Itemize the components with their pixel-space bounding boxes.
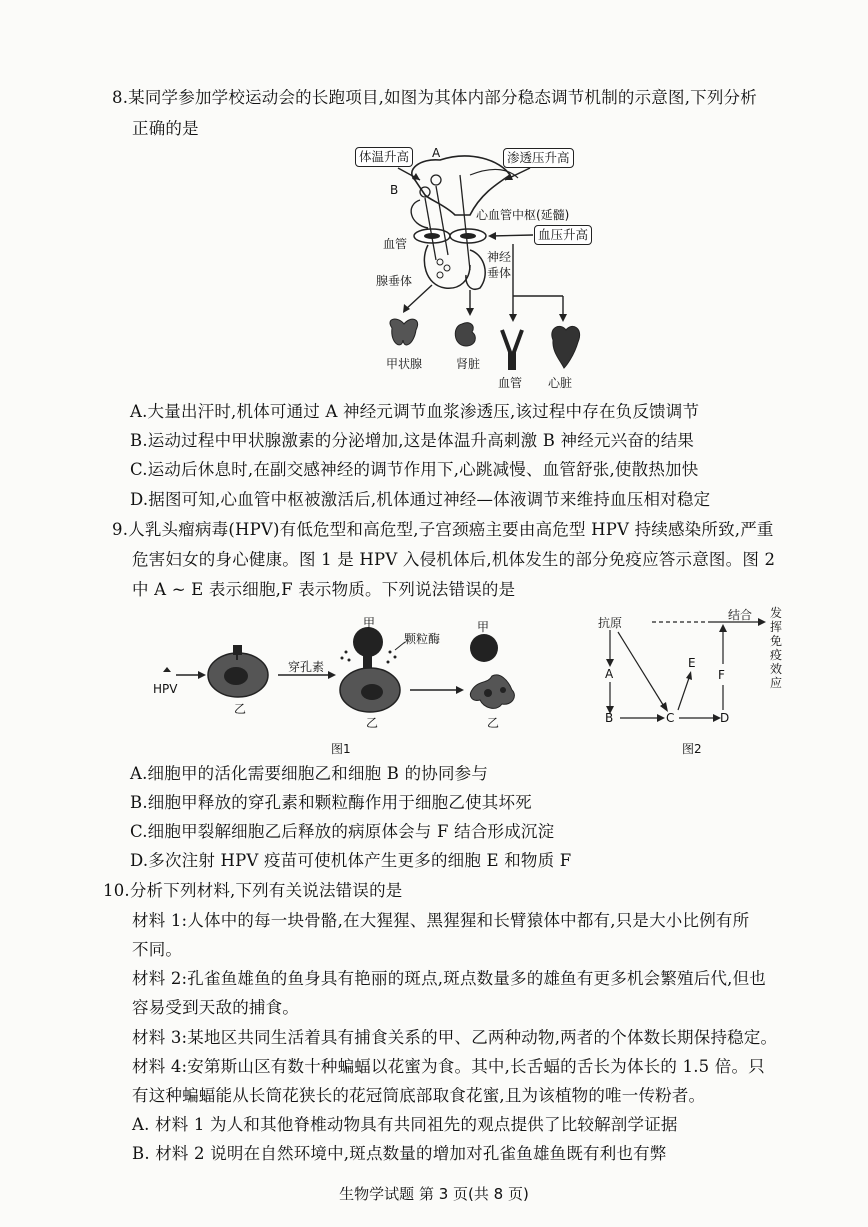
q9-stem-line3: 中 A ~ E 表示细胞,F 表示物质。下列说法错误的是	[132, 580, 516, 599]
label-yi-2: 乙	[366, 716, 379, 730]
q10-option-b: B. 材料 2 说明在自然环境中,斑点数量的增加对孔雀鱼雄鱼既有利也有弊	[132, 1144, 667, 1163]
q9-option-c: C.细胞甲裂解细胞乙后释放的病原体会与 F 结合形成沉淀	[130, 822, 555, 841]
q9-option-a: A.细胞甲的活化需要细胞乙和细胞 B 的协同参与	[130, 764, 489, 783]
label-heart: 心脏	[548, 376, 573, 390]
fig2-node-e: E	[688, 656, 696, 670]
q9-stem-line1: 9.人乳头瘤病毒(HPV)有低危型和高危型,子宫颈癌主要由高危型 HPV 持续感染所致,严重	[112, 520, 774, 539]
q8-option-d: D.据图可知,心血管中枢被激活后,机体通过神经—体液调节来维持血压相对稳定	[130, 490, 711, 509]
q8-option-b: B.运动过程中甲状腺激素的分泌增加,这是体温升高刺激 B 神经元兴奋的结果	[130, 431, 695, 450]
q10-material-1a: 材料 1:人体中的每一块骨骼,在大猩猩、黑猩猩和长臂猿体中都有,只是大小比例有所	[132, 911, 750, 930]
label-perforin: 穿孔素	[288, 660, 325, 674]
cell-yi-lysed	[470, 675, 514, 708]
fig2-node-a: A	[605, 667, 614, 681]
label-adenohypophysis: 腺垂体	[376, 274, 413, 288]
q8-option-a: A.大量出汗时,机体可通过 A 神经元调节血浆渗透压,该过程中存在负反馈调节	[130, 402, 700, 421]
fig2-node-b: B	[605, 711, 614, 725]
label-cardio-center: 心血管中枢(延髓)	[476, 208, 570, 222]
label-jia-2: 甲	[477, 620, 490, 634]
cell-jia-1	[353, 627, 383, 657]
label-kidney: 肾脏	[456, 357, 481, 371]
q8-stem-line2: 正确的是	[132, 119, 199, 138]
q10-material-1b: 不同。	[132, 940, 183, 959]
hpv-icon	[163, 667, 171, 672]
fig2-antigen: 抗原	[598, 616, 623, 630]
label-neurohypophysis-1: 神经	[487, 250, 512, 264]
box-osmotic-pressure: 渗透压升高	[503, 148, 574, 168]
label-neuron-b: B	[390, 183, 399, 197]
q10-stem: 10.分析下列材料,下列有关说法错误的是	[103, 881, 403, 900]
q8-option-c: C.运动后休息时,在副交感神经的调节作用下,心跳减慢、血管舒张,使散热加快	[130, 460, 699, 479]
fig2-bind: 结合	[728, 608, 753, 622]
fig1-caption: 图1	[331, 742, 351, 756]
label-granzyme: 颗粒酶	[404, 632, 441, 646]
fig2-node-d: D	[720, 711, 730, 725]
q10-material-4b: 有这种蝙蝠能从长筒花狭长的花冠筒底部取食花蜜,且为该植物的唯一传粉者。	[132, 1086, 706, 1105]
label-blood-vessel: 血管	[498, 376, 523, 390]
fig2-caption: 图2	[682, 742, 702, 756]
q9-stem-line2: 危害妇女的身心健康。图 1 是 HPV 入侵机体后,机体发生的部分免疫应答示意图。图 2	[132, 550, 776, 569]
label-thyroid: 甲状腺	[386, 357, 423, 371]
label-vessel-left: 血管	[383, 237, 408, 251]
q10-material-4a: 材料 4:安第斯山区有数十种蝙蝠以花蜜为食。其中,长舌蝠的舌长为体长的 1.5 倍。只	[132, 1057, 765, 1076]
label-yi-3: 乙	[487, 716, 500, 730]
label-neuron-a: A	[432, 146, 441, 160]
fig2-node-f: F	[718, 668, 725, 682]
q10-option-a: A. 材料 1 为人和其他脊椎动物具有共同祖先的观点提供了比较解剖学证据	[132, 1115, 678, 1134]
label-jia-1: 甲	[363, 616, 376, 630]
q10-material-2b: 容易受到天敌的捕食。	[132, 998, 299, 1017]
cell-jia-2	[470, 634, 498, 662]
q10-material-2a: 材料 2:孔雀鱼雄鱼的鱼身具有艳丽的斑点,斑点数量多的雄鱼有更多机会繁殖后代,但也	[132, 969, 766, 988]
label-neurohypophysis-2: 垂体	[487, 266, 512, 280]
page-footer: 生物学试题 第 3 页(共 8 页)	[339, 1185, 529, 1203]
fig2-node-c: C	[666, 711, 675, 725]
box-blood-pressure: 血压升高	[534, 225, 592, 245]
fig2-effect: 发挥免疫效应	[770, 606, 783, 690]
q10-material-3: 材料 3:某地区共同生活着具有捕食关系的甲、乙两种动物,两者的个体数长期保持稳定。	[132, 1028, 778, 1047]
q9-option-d: D.多次注射 HPV 疫苗可使机体产生更多的细胞 E 和物质 F	[130, 851, 572, 870]
box-body-temp: 体温升高	[355, 147, 413, 167]
q9-option-b: B.细胞甲释放的穿孔素和颗粒酶作用于细胞乙使其坏死	[130, 793, 532, 812]
label-yi-1: 乙	[234, 702, 247, 716]
q8-stem-line1: 8.某同学参加学校运动会的长跑项目,如图为其体内部分稳态调节机制的示意图,下列分析	[112, 88, 757, 107]
label-hpv: HPV	[153, 682, 178, 696]
